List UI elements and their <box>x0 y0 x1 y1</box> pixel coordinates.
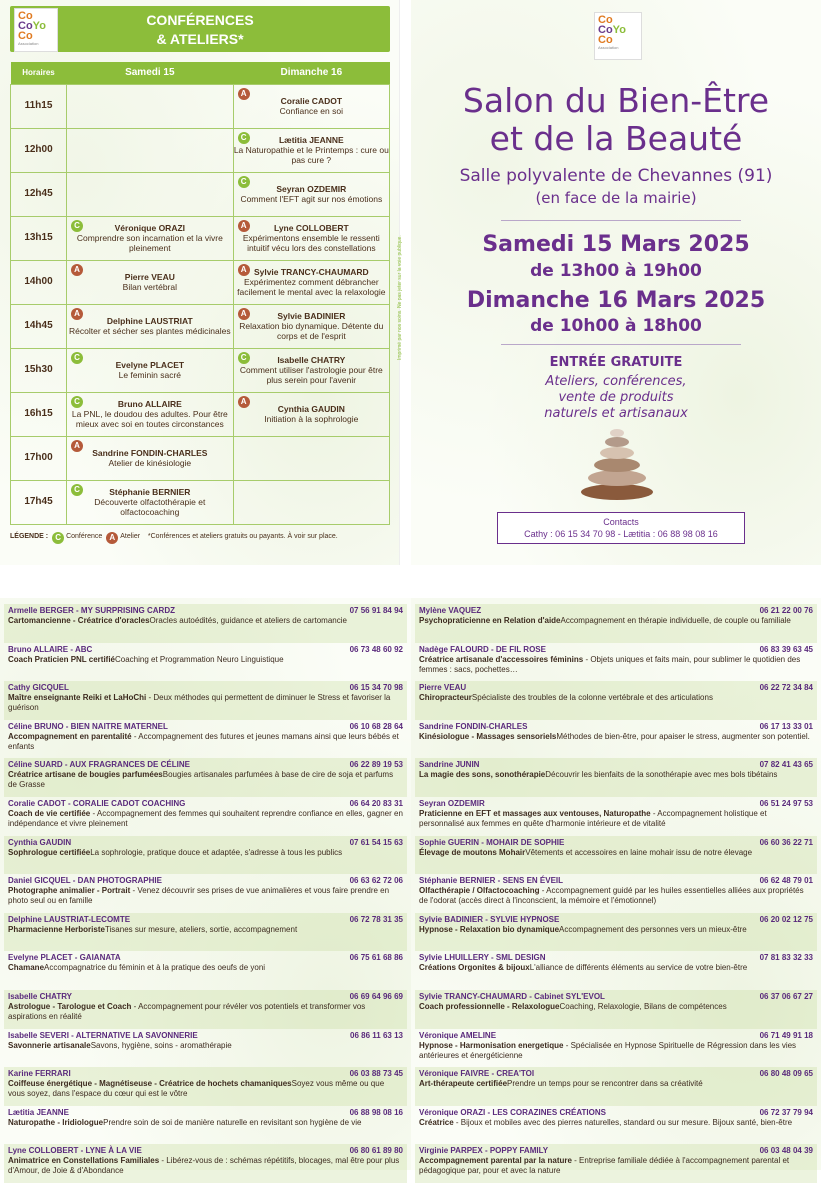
exhibitors-right <box>411 598 821 1176</box>
atelier-badge: A <box>71 308 83 320</box>
session-title: La Naturopathie et le Printemps : cure ou pas cure ? <box>233 145 389 165</box>
exhibitor-phone: 06 60 36 22 71 <box>759 837 813 847</box>
exhibitor-phone: 06 75 61 68 86 <box>349 953 403 963</box>
exhibitor-role: Coiffeuse énergétique - Magnétiseuse - Créatrice de hochets chamaniques <box>8 1079 292 1089</box>
exhibitor-role: Hypnose - Relaxation bio dynamique <box>419 924 560 934</box>
cocoyoco-logo: Co CoYo Co Association <box>594 12 642 60</box>
conference-badge: C <box>238 132 250 144</box>
exhibitor-role: Créatrice <box>419 1117 454 1127</box>
exhibitor-name: Cathy GICQUEL <box>8 683 69 693</box>
poster-panel <box>411 0 821 565</box>
speaker-name: Evelyne PLACET <box>115 360 185 370</box>
sunday-date: Dimanche 16 Mars 2025 <box>466 288 766 313</box>
exhibitor-phone: 06 10 68 28 64 <box>349 721 403 731</box>
exhibitor-entry <box>415 681 817 720</box>
exhibitor-name: Sandrine JUNIN <box>419 760 480 770</box>
exhibitor-list <box>415 604 817 1183</box>
exhibitor-role: Coach Praticien PNL certifié <box>8 654 115 664</box>
schedule-row <box>11 216 390 260</box>
exhibitor-entry <box>4 643 407 682</box>
exhibitor-description: Savons, hygiène, soins - aromathérapie <box>90 1040 232 1050</box>
banner-line2: & ATELIERS* <box>156 31 244 47</box>
exhibitor-entry <box>4 1029 407 1068</box>
exhibitor-role: Olfacthérapie / Olfactocoaching <box>419 886 540 896</box>
exhibitor-role: Chiropracteur <box>419 693 472 703</box>
exhibitor-phone: 06 69 64 96 69 <box>349 991 403 1001</box>
session-title: Expérimentez comment débrancher facilement le mental avec la relaxologie <box>237 277 386 297</box>
exhibitor-role: Animatrice en Constellations Familiales <box>8 1156 160 1166</box>
exhibitor-role: Astrologue - Tarologue et Coach <box>8 1001 132 1011</box>
header-dimanche: Dimanche 16 <box>233 62 389 84</box>
time-cell: 15h30 <box>11 348 67 392</box>
exhibitors-left <box>0 598 411 1176</box>
schedule-row <box>11 172 390 216</box>
sunday-slot <box>233 84 389 128</box>
exhibitor-phone: 06 20 02 12 75 <box>759 914 813 924</box>
exhibitor-entry <box>4 951 407 990</box>
exhibitor-description: Accompagnement des personnes vers un mieux-être <box>559 924 747 934</box>
sunday-slot <box>233 172 389 216</box>
exhibitor-description: Oracles autoédités, guidance et ateliers de cartomancie <box>149 616 347 625</box>
schedule-panel <box>0 0 403 565</box>
exhibitor-description: - Libérez-vous de : schémas répétitifs, blocages, mal être pour plus d'Amour, de Joie & d'Abondance <box>8 1156 400 1176</box>
exhibitor-description: Spécialiste des troubles de la colonne vertébrale et des articulations <box>471 693 713 703</box>
exhibitor-entry <box>415 990 817 1029</box>
exhibitor-name: Sylvie BADINIER - SYLVIE HYPNOSE <box>419 914 560 924</box>
contacts-box: Contacts Cathy : 06 15 34 70 98 - Lætitia : 06 88 98 08 16 <box>497 512 745 544</box>
schedule-row <box>11 480 390 524</box>
atelier-badge: A <box>238 396 250 408</box>
exhibitor-entry <box>4 1106 407 1145</box>
exhibitor-description: Bougies artisanales parfumées à base de cire de soja et parfums de Grasse <box>8 770 394 790</box>
exhibitor-role: Art-thérapeute certifiée <box>419 1079 508 1089</box>
exhibitor-name: Stéphanie BERNIER - SENS EN ÉVEIL <box>419 876 564 886</box>
exhibitor-name: Daniel GICQUEL - DAN PHOTOGRAPHIE <box>8 876 162 886</box>
saturday-slot <box>67 216 234 260</box>
header-horaires: Horaires <box>11 62 67 84</box>
exhibitor-role: Accompagnement en parentalité <box>8 731 132 741</box>
exhibitor-role: Sophrologue certifiée <box>8 847 91 857</box>
exhibitor-description: - Venez découvrir ses prises de vue animalières et vous faire prendre en photo seul ou en famille <box>8 886 390 906</box>
exhibitor-description: Vêtements et accessoires en laine mohair issu de notre élevage <box>525 847 753 857</box>
exhibitor-phone: 06 15 34 70 98 <box>349 683 403 693</box>
exhibitor-name: Delphine LAUSTRIAT-LECOMTE <box>8 914 131 924</box>
exhibitor-name: Coralie CADOT - CORALIE CADOT COACHING <box>8 798 186 808</box>
cocoyoco-logo: Co CoYo Co Association <box>14 8 58 52</box>
legend-note: *Conférences et ateliers gratuits ou payants. À voir sur place. <box>147 533 338 540</box>
sunday-hours: de 10h00 à 18h00 <box>530 316 702 336</box>
session-title: Comprendre son incarnation et la vivre pleinement <box>76 233 223 253</box>
sunday-slot <box>233 348 389 392</box>
session-title: Relaxation bio dynamique. Détente du corps et de l'esprit <box>239 321 384 341</box>
exhibitor-name: Isabelle SEVERI - ALTERNATIVE LA SAVONNERIE <box>8 1030 198 1040</box>
exhibitor-entry <box>4 681 407 720</box>
exhibitor-phone: 06 03 48 04 39 <box>759 1146 813 1156</box>
exhibitor-role: Coach de vie certifiée <box>8 808 91 818</box>
exhibitor-entry <box>415 758 817 797</box>
exhibitor-role: Photographe animalier - Portrait <box>8 886 131 896</box>
saturday-slot <box>67 260 234 304</box>
exhibitor-phone: 06 80 48 09 65 <box>759 1069 813 1079</box>
exhibitor-phone: 06 71 49 91 18 <box>759 1030 813 1040</box>
exhibitor-description: Prendre soin de soi de manière naturelle en revisitant son hygiène de vie <box>103 1117 362 1127</box>
exhibitor-entry <box>415 1106 817 1145</box>
divider <box>501 344 741 345</box>
exhibitor-description: Méthodes de bien-être, pour apaiser le stress, augmenter son potentiel. <box>556 731 810 741</box>
exhibitor-entry <box>4 604 407 643</box>
saturday-date: Samedi 15 Mars 2025 <box>482 232 750 257</box>
exhibitor-entry <box>415 643 817 682</box>
exhibitor-phone: 06 73 48 60 92 <box>349 644 403 654</box>
exhibitor-role: Créations Orgonites & bijoux <box>419 963 530 973</box>
exhibitor-phone: 06 72 78 31 35 <box>349 914 403 924</box>
exhibitor-phone: 06 72 37 79 94 <box>759 1107 813 1117</box>
exhibitor-entry <box>415 913 817 952</box>
schedule-row <box>11 392 390 436</box>
speaker-name: Sylvie TRANCY-CHAUMARD <box>253 267 369 277</box>
speaker-name: Lyne COLLOBERT <box>273 223 349 233</box>
exhibitor-entry <box>4 797 407 836</box>
exhibitor-role: Accompagnement parental par la nature <box>419 1156 572 1166</box>
exhibitor-entry <box>4 1067 407 1106</box>
exhibitor-entry <box>415 1067 817 1106</box>
exhibitor-phone: 07 81 83 32 33 <box>759 953 813 963</box>
time-cell: 12h00 <box>11 128 67 172</box>
exhibitor-description: - Bijoux et mobiles avec des pierres naturelles, standard ou sur mesure. Bijoux santé, bien-être <box>453 1117 793 1127</box>
session-title: Le feminin sacré <box>118 370 182 380</box>
exhibitor-role: Créatrice artisane de bougies parfumées <box>8 770 163 780</box>
conference-badge: C <box>71 484 83 496</box>
exhibitor-role: Savonnerie artisanale <box>8 1040 91 1050</box>
session-title: Confiance en soi <box>279 106 343 116</box>
exhibitor-role: Élevage de moutons Mohair <box>419 847 526 857</box>
conference-badge: C <box>238 352 250 364</box>
conference-badge: C <box>71 352 83 364</box>
sunday-slot <box>233 260 389 304</box>
exhibitor-role: Psychopraticienne en Relation d'aide <box>419 616 561 625</box>
exhibitor-description: - Accompagnement des futures et jeunes mamans ainsi que leurs bébés et enfants <box>8 731 399 751</box>
exhibitor-entry <box>415 951 817 990</box>
session-title: Comment utiliser l'astrologie pour être plus serein pour l'avenir <box>239 365 383 385</box>
banner-line1: CONFÉRENCES <box>146 12 254 28</box>
exhibitor-name: Véronique FAIVRE - CREA'TOI <box>419 1069 535 1079</box>
exhibitor-phone: 06 64 20 83 31 <box>349 798 403 808</box>
time-cell: 14h45 <box>11 304 67 348</box>
exhibitor-role: Naturopathe - Iridiologue <box>8 1117 104 1127</box>
schedule-row <box>11 128 390 172</box>
time-cell: 12h45 <box>11 172 67 216</box>
conference-badge: C <box>71 220 83 232</box>
exhibitor-phone: 06 22 89 19 53 <box>349 760 403 770</box>
exhibitor-entry <box>415 797 817 836</box>
exhibitor-phone: 06 22 72 34 84 <box>759 683 813 693</box>
saturday-slot <box>67 436 234 480</box>
saturday-hours: de 13h00 à 19h00 <box>530 261 702 281</box>
exhibitor-entry <box>415 1029 817 1068</box>
exhibitor-description: - Entreprise familiale dédiée à l'accompagnement parental et pédagogique par, pour et avec la nature <box>419 1156 790 1176</box>
conference-badge: C <box>238 176 250 188</box>
atelier-badge: A <box>238 220 250 232</box>
exhibitor-entry <box>415 604 817 643</box>
schedule-row <box>11 304 390 348</box>
divider <box>501 220 741 221</box>
schedule-table <box>10 62 390 525</box>
free-entry: ENTRÉE GRATUITE <box>549 355 683 370</box>
exhibitor-name: Bruno ALLAIRE - ABC <box>8 644 93 654</box>
exhibitor-description: Accompagnement en thérapie individuelle, de couple ou familiale <box>560 616 791 625</box>
exhibitor-phone: 06 17 13 33 01 <box>759 721 813 731</box>
exhibitor-phone: 07 82 41 43 65 <box>759 760 813 770</box>
exhibitor-phone: 06 62 48 79 01 <box>759 876 813 886</box>
stacked-stones-icon <box>579 428 655 502</box>
exhibitor-description: L'alliance de différents éléments au service de votre bien-être <box>529 963 748 973</box>
exhibitor-role: Praticienne en EFT et massages aux ventouses, Naturopathe <box>419 808 651 818</box>
session-title: Récolter et sécher ses plantes médicinales <box>69 326 231 336</box>
session-title: Bilan vertébral <box>122 282 177 292</box>
session-title: Découverte olfactothérapie et olfactocoaching <box>94 497 206 517</box>
sunday-slot <box>233 304 389 348</box>
exhibitor-description: Coaching, Relaxologie, Bilans de compétences <box>559 1001 727 1011</box>
exhibitor-entry <box>4 913 407 952</box>
exhibitor-name: Isabelle CHATRY <box>8 991 73 1001</box>
tagline: Ateliers, conférences, vente de produits naturels et artisanaux <box>544 374 688 421</box>
exhibitor-description: - Spécialisée en Hypnose Spirituelle de Régression dans les vies antérieures et énergéticienne <box>419 1040 797 1060</box>
exhibitor-phone: 06 86 11 63 13 <box>350 1030 403 1040</box>
exhibitor-name: Sylvie TRANCY-CHAUMARD - Cabinet SYL'EVOL <box>419 991 605 1001</box>
exhibitor-description: Coaching et Programmation Neuro Linguistique <box>115 654 284 664</box>
exhibitor-name: Sophie GUERIN - MOHAIR DE SOPHIE <box>419 837 565 847</box>
exhibitor-description: Soyez vous même ou que vous soyez, dans l'espace du cœur qui est le vôtre <box>8 1079 385 1099</box>
exhibitor-entry <box>415 720 817 759</box>
speaker-name: Pierre VEAU <box>124 272 175 282</box>
exhibitor-role: Coach professionnelle - Relaxologue <box>419 1001 560 1011</box>
exhibitor-description: - Accompagnement des femmes qui souhaitent reprendre confiance en elles, gagner en indépendance et vivre pleinement <box>8 808 403 828</box>
exhibitor-entry <box>4 874 407 913</box>
exhibitor-phone: 06 80 61 89 80 <box>349 1146 403 1156</box>
time-cell: 16h15 <box>11 392 67 436</box>
exhibitor-entry <box>415 874 817 913</box>
sunday-slot <box>233 216 389 260</box>
exhibitor-name: Armelle BERGER - MY SURPRISING CARDZ <box>8 606 175 615</box>
exhibitor-role: Kinésiologue - Massages sensoriels <box>419 731 557 741</box>
exhibitor-name: Lyne COLLOBERT - LYNE À LA VIE <box>8 1146 142 1156</box>
exhibitor-name: Lætitia JEANNE <box>8 1107 69 1117</box>
exhibitor-description: Découvrir les bienfaits de la sonothérapie avec mes bols tibétains <box>545 770 778 780</box>
exhibitor-name: Virginie PARPEX - POPPY FAMILY <box>419 1146 549 1156</box>
time-cell: 13h15 <box>11 216 67 260</box>
exhibitor-phone: 06 63 62 72 06 <box>349 876 403 886</box>
exhibitor-description: - Objets uniques et faits main, pour sublimer le quotidien des femmes : sacs, pochettes… <box>419 654 801 674</box>
saturday-slot <box>67 172 234 216</box>
exhibitor-role: Hypnose - Harmonisation energetique <box>419 1040 564 1050</box>
exhibitor-name: Véronique ORAZI - LES CORAZINES CRÉATIONS <box>419 1107 606 1117</box>
exhibitor-name: Véronique AMELINE <box>419 1030 497 1040</box>
exhibitor-name: Pierre VEAU <box>419 683 467 693</box>
exhibitor-phone: 06 37 06 67 27 <box>759 991 813 1001</box>
speaker-name: Véronique ORAZI <box>114 223 186 233</box>
exhibitor-entry <box>4 1144 407 1183</box>
session-title: Comment l'EFT agit sur nos émotions <box>240 194 383 204</box>
exhibitor-description: - Accompagnement guidé par les huiles essentielles alliées aux propriétés de l'odorat (accès direct à l'inconscient, la mémoire et l'émotionnel) <box>419 886 804 906</box>
saturday-slot <box>67 480 234 524</box>
saturday-slot <box>67 348 234 392</box>
exhibitor-phone: 06 03 88 73 45 <box>349 1069 403 1079</box>
exhibitor-phone: 06 51 24 97 53 <box>759 798 813 808</box>
time-cell: 14h00 <box>11 260 67 304</box>
atelier-badge: A <box>71 440 83 452</box>
atelier-badge: A <box>238 308 250 320</box>
saturday-slot <box>67 84 234 128</box>
exhibitor-name: Sandrine FONDIN-CHARLES <box>419 721 528 731</box>
exhibitor-phone: 07 61 54 15 63 <box>349 837 403 847</box>
saturday-slot <box>67 392 234 436</box>
speaker-name: Delphine LAUSTRIAT <box>106 316 193 326</box>
exhibitor-role: Pharmacienne Herboriste <box>8 924 105 934</box>
speaker-name: Stéphanie BERNIER <box>109 487 191 497</box>
exhibitor-entry <box>4 990 407 1029</box>
exhibitor-name: Cynthia GAUDIN <box>8 837 72 847</box>
exhibitor-name: Céline BRUNO - BIEN NAITRE MATERNEL <box>8 721 168 731</box>
exhibitor-name: Nadège FALOURD - DE FIL ROSE <box>419 644 546 654</box>
schedule-row <box>11 84 390 128</box>
conference-badge: C <box>52 532 64 544</box>
exhibitor-role: Chamane <box>8 963 45 973</box>
speaker-name: Sandrine FONDIN-CHARLES <box>92 448 208 458</box>
speaker-name: Coralie CADOT <box>280 96 343 106</box>
time-cell: 11h15 <box>11 84 67 128</box>
event-title: Salon du Bien-Être et de la Beauté <box>462 81 770 158</box>
exhibitor-description: - Accompagnement holistique et personnalisé aux femmes en quête d'harmonie intérieure et de vitalité <box>419 808 767 828</box>
exhibitor-entry <box>4 836 407 875</box>
sunday-slot <box>233 128 389 172</box>
exhibitor-description: Tisanes sur mesure, ateliers, sortie, accompagnement <box>104 924 298 934</box>
saturday-slot <box>67 128 234 172</box>
exhibitor-entry <box>415 1144 817 1183</box>
conferences-banner <box>10 6 390 52</box>
exhibitor-name: Sylvie LHUILLERY - SML DESIGN <box>419 953 546 963</box>
atelier-badge: A <box>106 532 118 544</box>
atelier-badge: A <box>71 264 83 276</box>
exhibitor-phone: 06 88 98 08 16 <box>349 1107 403 1117</box>
time-cell: 17h45 <box>11 480 67 524</box>
exhibitor-name: Céline SUARD - AUX FRAGRANCES DE CÉLINE <box>8 760 190 770</box>
exhibitor-entry <box>4 758 407 797</box>
exhibitor-role: Maître enseignante Reiki et LaHoChi <box>8 693 147 703</box>
exhibitor-name: Evelyne PLACET - GAIANATA <box>8 953 121 963</box>
header-samedi: Samedi 15 <box>67 62 234 84</box>
schedule-row <box>11 348 390 392</box>
sunday-slot <box>233 436 389 480</box>
time-cell: 17h00 <box>11 436 67 480</box>
exhibitor-description: - Accompagnement pour révéler vos potentiels et transformer vos aspirations en réalité <box>8 1001 366 1021</box>
exhibitor-phone: 07 56 91 84 94 <box>349 606 403 615</box>
exhibitor-name: Seyran OZDEMIR <box>419 798 485 808</box>
exhibitor-description: La sophrologie, pratique douce et adaptée, s'adresse à tous les publics <box>90 847 343 857</box>
speaker-name: Sylvie BADINIER <box>277 311 346 321</box>
print-note: Imprimé par nos soins. Ne pas jeter sur la voie publique. <box>397 235 403 360</box>
exhibitor-name: Mylène VAQUEZ <box>419 606 482 615</box>
exhibitor-entry <box>415 836 817 875</box>
sunday-slot <box>233 480 389 524</box>
speaker-name: Cynthia GAUDIN <box>277 404 345 414</box>
exhibitor-role: La magie des sons, sonothérapie <box>419 770 546 780</box>
exhibitor-phone: 06 83 39 63 45 <box>759 644 813 654</box>
exhibitor-phone: 06 21 22 00 76 <box>759 606 813 615</box>
legend: LÉGENDE : C Conférence A Atelier *Conférences et ateliers gratuits ou payants. À voir sur place. <box>10 533 338 542</box>
exhibitor-entry <box>4 720 407 759</box>
session-title: La PNL, le doudou des adultes. Pour être mieux avec soi en toutes circonstances <box>71 409 228 429</box>
saturday-slot <box>67 304 234 348</box>
speaker-name: Seyran OZDEMIR <box>276 184 347 194</box>
schedule-row <box>11 260 390 304</box>
session-title: Expérimentons ensemble le ressenti intuitif vécu lors des constellations <box>242 233 380 253</box>
exhibitor-description: Accompagnatrice du féminin et à la pratique des oeufs de yoni <box>44 963 266 973</box>
session-title: Atelier de kinésiologie <box>108 458 192 468</box>
atelier-badge: A <box>238 264 250 276</box>
exhibitor-role: Créatrice artisanale d'accessoires féminins <box>419 654 584 664</box>
conference-badge: C <box>71 396 83 408</box>
exhibitor-list <box>4 604 407 1183</box>
speaker-name: Isabelle CHATRY <box>277 355 346 365</box>
exhibitor-description: - Deux méthodes qui permettent de diminuer le Stress et favoriser la guérison <box>8 693 391 713</box>
session-title: Initiation à la sophrologie <box>264 414 359 424</box>
exhibitor-description: Prendre un temps pour se rencontrer dans sa créativité <box>507 1079 703 1089</box>
atelier-badge: A <box>238 88 250 100</box>
speaker-name: Bruno ALLAIRE <box>117 399 182 409</box>
speaker-name: Lætitia JEANNE <box>278 135 344 145</box>
venue: Salle polyvalente de Chevannes (91) (en face de la mairie) <box>459 166 773 207</box>
sunday-slot <box>233 392 389 436</box>
schedule-row <box>11 436 390 480</box>
exhibitor-name: Karine FERRARI <box>8 1069 71 1079</box>
exhibitor-role: Cartomancienne - Créatrice d'oracles <box>8 616 150 625</box>
